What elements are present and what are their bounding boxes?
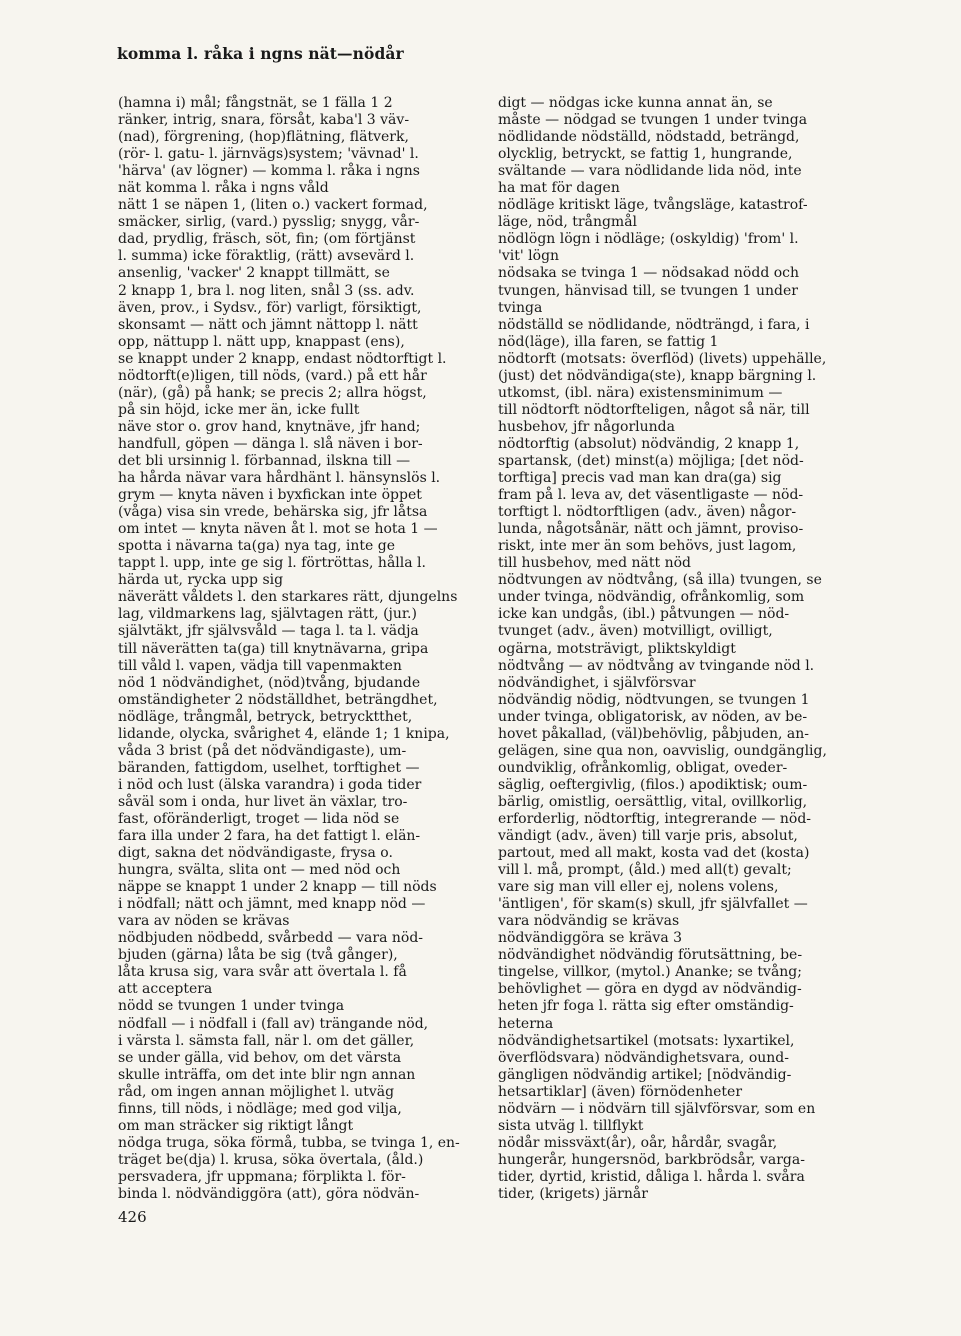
dictionary-line: nödfall — i nödfall i (fall av) trängande nöd, [118, 1015, 429, 1032]
dictionary-line: vare sig man vill eller ej, nolens volens, [498, 879, 779, 896]
left-column [118, 95, 466, 1203]
dictionary-line: läge, nöd, trångmål [498, 214, 638, 231]
dictionary-line: om man sträcker sig riktigt långt [118, 1117, 354, 1134]
dictionary-line: näve stor o. grov hand, knytnäve, jfr hand; [118, 418, 421, 435]
dictionary-line: nödvändighet, i självförsvar [498, 674, 696, 691]
right-column [498, 95, 854, 1203]
dictionary-line: i nöd och lust (älska varandra) i goda tider [118, 776, 422, 793]
dictionary-line: 'vit' lögn [498, 248, 560, 265]
dictionary-line: härda ut, rycka upp sig [118, 572, 284, 589]
dictionary-line: råd, om ingen annan möjlighet l. utväg [118, 1083, 395, 1100]
dictionary-line: måste — nödgad se tvungen 1 under tvinga [498, 112, 808, 129]
dictionary-line: i nödfall; nätt och jämnt, med knapp nöd — [118, 896, 426, 913]
dictionary-line: torftigt l. nödtorftligen (adv., även) någor- [498, 504, 797, 521]
dictionary-line: ansenlig, 'vacker' 2 knappt tillmätt, se [118, 265, 390, 282]
dictionary-line: (våga) visa sin vrede, behärska sig, jfr låtsa [118, 504, 428, 521]
dictionary-line: nöd(läge), illa faren, se fattig 1 [498, 333, 719, 350]
dictionary-line: nödbjuden nödbedd, svårbedd — vara nöd- [118, 930, 424, 947]
dictionary-line: opp, nättupp l. nätt upp, knappast (ens), [118, 333, 405, 350]
dictionary-line: (hamna i) mål; fångstnät, se 1 fälla 1 2 [118, 95, 393, 111]
dictionary-line: (när), (gå) på hank; se precis 2; allra högst, [118, 384, 427, 401]
dictionary-line: nät komma l. råka i ngns våld [118, 180, 329, 197]
dictionary-line: 'härva' (av lögner) — komma l. råka i ngns [118, 163, 420, 180]
dictionary-line: (rör- l. gatu- l. järnvägs)system; 'vävnad' l. [118, 146, 419, 163]
dictionary-line: erforderlig, nödtorftig, integrerande — nöd- [498, 810, 812, 827]
dictionary-line: nödvändighet nödvändig förutsättning, be- [498, 947, 803, 964]
dictionary-line: (nad), förgrening, (hop)flätning, flätverk, [118, 129, 409, 146]
dictionary-line: hungra, svälta, slita ont — med nöd och [118, 862, 401, 879]
dictionary-line: tingelse, villkor, (mytol.) Ananke; se tvång; [498, 964, 802, 981]
page-number: 426 [118, 1208, 147, 1226]
dictionary-line: heten jfr foga l. rätta sig efter omständig- [498, 998, 794, 1015]
dictionary-line: självtäkt, jfr självsvåld — taga l. ta l. vädja [118, 623, 419, 640]
dictionary-line: se under gälla, vid behov, om det värsta [118, 1049, 402, 1066]
dictionary-line: skonsamt — nätt och jämnt nättopp l. nätt [118, 316, 418, 333]
dictionary-line: handfull, göpen — dänga l. slå näven i bor- [118, 435, 423, 452]
dictionary-line: (just) det nödvändiga(ste), knapp bärgning l. [498, 367, 817, 384]
dictionary-line: smäcker, sirlig, (vard.) pysslig; snygg, vår- [118, 214, 420, 231]
dictionary-line: 2 knapp 1, bra l. nog liten, snål 3 (ss. adv. [118, 282, 415, 299]
dictionary-line: näverätt våldets l. den starkares rätt, djungelns [118, 589, 458, 606]
dictionary-line: nödvändig nödig, nödtvungen, se tvungen 1 [498, 691, 810, 708]
dictionary-line: låta krusa sig, vara svår att övertala l. få [118, 964, 407, 981]
dictionary-line: digt, sakna det nödvändigaste, frysa o. [118, 845, 393, 862]
dictionary-line: vara nödvändig se krävas [498, 913, 680, 930]
dictionary-line: hungerår, hungersnöd, barkbrödsår, varga- [498, 1151, 805, 1168]
dictionary-line: nödsaka se tvinga 1 — nödsakad nödd och [498, 265, 800, 282]
dictionary-line: tvunget (adv., även) motvilligt, ovilligt, [498, 623, 773, 640]
dictionary-line: i värsta l. sämsta fall, när l. om det gäller, [118, 1032, 415, 1049]
dictionary-line: lidande, olycka, svårighet 4, elände 1; 1 knipa, [118, 725, 450, 742]
dictionary-line: finns, till nöds, i nödläge; med god vilja, [118, 1100, 402, 1117]
dictionary-line: nödlidande nödställd, nödstadd, beträngd, [498, 129, 800, 146]
dictionary-line: ha hårda nävar vara hårdhänt l. hänsynslös l. [118, 470, 441, 487]
dictionary-line: hetsartiklar] (även) förnödenheter [498, 1083, 743, 1100]
dictionary-line: nödläge, trångmål, betryck, betrycktthet, [118, 708, 413, 725]
dictionary-line: till husbehov, med nätt nöd [498, 555, 692, 572]
dictionary-line: nödvärn — i nödvärn till självförsvar, som en [498, 1100, 816, 1117]
dictionary-line: träget be(dja) l. krusa, söka övertala, (åld.) [118, 1151, 424, 1168]
dictionary-line: lag, vildmarkens lag, självtagen rätt, (jur.) [118, 606, 417, 623]
dictionary-line: under tvinga, nödvändig, ofrånkomlig, som [498, 589, 805, 606]
dictionary-line: om intet — knyta näven åt l. mot se hota 1 — [118, 521, 438, 538]
dictionary-line: ogärna, motsträvigt, pliktskyldigt [498, 640, 736, 657]
dictionary-line: bärlig, omistlig, oersättlig, vital, ovillkorlig, [498, 793, 808, 810]
dictionary-line: tvinga [498, 299, 543, 316]
dictionary-line: våda 3 brist (på det nödvändigaste), um- [118, 742, 407, 759]
dictionary-line: ränker, intrig, snara, försåt, kaba'l 3 väv- [118, 112, 410, 129]
dictionary-line: under tvinga, obligatorisk, av nöden, av be- [498, 708, 808, 725]
dictionary-line: nödtorft(e)ligen, till nöds, (vard.) på ett hår [118, 367, 427, 384]
dictionary-line: gelägen, sine qua non, oavvislig, oundgänglig, [498, 742, 827, 759]
dictionary-line: nödd se tvungen 1 under tvinga [118, 998, 345, 1015]
dictionary-line: nöd 1 nödvändighet, (nöd)tvång, bjudande [118, 674, 421, 691]
dictionary-line: spotta i nävarna ta(ga) nya tag, inte ge [118, 538, 395, 555]
dictionary-line: sista utväg l. tillflykt [498, 1117, 644, 1134]
dictionary-line: vill l. må, prompt, (åld.) med all(t) gevalt; [498, 862, 792, 879]
dictionary-line: nödtorftig (absolut) nödvändig, 2 knapp 1, [498, 435, 800, 452]
dictionary-line: omständigheter 2 nödställdhet, beträngdhet, [118, 691, 438, 708]
dictionary-line: riskt, inte mer än som behövs, just lagom, [498, 538, 797, 555]
dictionary-line: 'äntligen', för skam(s) skull, jfr självfallet — [498, 896, 808, 913]
dictionary-line: utkomst, (ibl. nära) existensminimum — [498, 384, 783, 401]
dictionary-line: svältande — vara nödlidande lida nöd, inte [498, 163, 802, 180]
dictionary-line: näppe se knappt 1 under 2 knapp — till nöds [118, 879, 437, 896]
dictionary-line: tvungen, hänvisad till, se tvungen 1 under [498, 282, 798, 299]
dictionary-line: fast, oföränderligt, troget — lida nöd se [118, 810, 400, 827]
dictionary-line: hovet påkallad, (väl)behövlig, påbjuden, an- [498, 725, 809, 742]
dictionary-line: spartansk, (det) minst(a) möjliga; [det nöd- [498, 452, 804, 469]
dictionary-line: dad, prydlig, fräsch, söt, fin; (om förtjänst [118, 231, 416, 248]
dictionary-line: säglig, oeftergivlig, (filos.) apodiktisk; oum- [498, 776, 808, 793]
dictionary-line: nödställd se nödlidande, nödträngd, i fara, i [498, 316, 810, 333]
dictionary-line: l. summa) icke föraktlig, (rätt) avsevärd l. [118, 248, 415, 265]
dictionary-line: persvadera, jfr uppmana; förplikta l. för- [118, 1168, 406, 1185]
dictionary-line: nödlögn lögn i nödläge; (oskyldig) 'from' l. [498, 231, 799, 248]
dictionary-line: husbehov, jfr någorlunda [498, 418, 675, 435]
dictionary-line: heterna [498, 1015, 554, 1032]
dictionary-line: lunda, någotsånär, nätt och jämnt, proviso- [498, 521, 804, 538]
dictionary-line: nödtvång — av nödtvång av tvingande nöd l. [498, 657, 815, 674]
dictionary-line: nödtorft (motsats: överflöd) (livets) uppehälle, [498, 350, 827, 367]
dictionary-line: tappt l. upp, inte ge sig l. förtröttas, hålla l. [118, 555, 426, 572]
dictionary-line: icke kan undgås, (ibl.) påtvungen — nöd- [498, 606, 790, 623]
dictionary-line: tider, dyrtid, kristid, dåliga l. hårda l. svåra [498, 1168, 805, 1185]
dictionary-line: nödläge kritiskt läge, tvångsläge, katastrof- [498, 197, 808, 214]
dictionary-line: behövlighet — göra en dygd av nödvändig- [498, 981, 802, 998]
dictionary-line: torftiga] precis vad man kan dra(ga) sig [498, 470, 782, 487]
dictionary-line: på sin höjd, icke mer än, icke fullt [118, 401, 360, 418]
dictionary-line: bäranden, fattigdom, uselhet, torftighet — [118, 759, 420, 776]
dictionary-line: till näverätten ta(ga) till knytnävarna, gripa [118, 640, 429, 657]
dictionary-line: att acceptera [118, 981, 213, 998]
dictionary-line: tider, (krigets) järnår [498, 1186, 648, 1202]
dictionary-line: gängligen nödvändig artikel; [nödvändig- [498, 1066, 792, 1083]
dictionary-line: binda l. nödvändiggöra (att), göra nödvän- [118, 1186, 420, 1202]
dictionary-line: överflödsvara) nödvändighetsvara, ound- [498, 1049, 789, 1066]
dictionary-line: vändigt (adv., även) till varje pris, absolut, [498, 828, 798, 845]
dictionary-line: det bli ursinnig l. förbannad, ilskna till — [118, 452, 411, 469]
dictionary-line: nätt 1 se näpen 1, (liten o.) vackert formad, [118, 197, 428, 214]
dictionary-line: oundviklig, ofrånkomlig, obligat, oveder- [498, 759, 788, 776]
dictionary-line: nödvändiggöra se kräva 3 [498, 930, 683, 947]
dictionary-line: digt — nödgas icke kunna annat än, se [498, 95, 773, 111]
dictionary-line: ha mat för dagen [498, 180, 620, 197]
dictionary-line: bjuden (gärna) låta be sig (två gånger), [118, 947, 398, 964]
dictionary-line: vara av nöden se krävas [118, 913, 290, 930]
dictionary-line: till nödtorft nödtorfteligen, något så när, till [498, 401, 810, 418]
dictionary-line: nödår missväxt(år), oår, hårdår, svagår, [498, 1134, 778, 1151]
dictionary-line: se knappt under 2 knapp, endast nödtorftigt l. [118, 350, 447, 367]
dictionary-line: olycklig, betryckt, se fattig 1, hungrande, [498, 146, 793, 163]
running-header: komma l. råka i ngns nät—nödår [117, 44, 404, 63]
dictionary-line: nödtvungen av nödtvång, (så illa) tvungen, se [498, 572, 822, 589]
dictionary-line: fram på l. leva av, det väsentligaste — nöd- [498, 487, 804, 504]
dictionary-line: nödvändighetsartikel (motsats: lyxartikel, [498, 1032, 795, 1049]
dictionary-line: grym — knyta näven i byxfickan inte öppet [118, 487, 422, 504]
dictionary-line: såväl som i onda, hur livet än växlar, tro- [118, 793, 408, 810]
dictionary-line: även, prov., i Sydsv., för) varligt, försiktigt, [118, 299, 422, 316]
dictionary-line: till våld l. vapen, vädja till vapenmakten [118, 657, 402, 674]
dictionary-line: nödga truga, söka förmå, tubba, se tvinga 1, en- [118, 1134, 460, 1151]
dictionary-line: fara illa under 2 fara, ha det fattigt l. elän- [118, 828, 421, 845]
dictionary-line: partout, med all makt, kosta vad det (kosta) [498, 845, 810, 862]
dictionary-line: skulle inträffa, om det inte blir ngn annan [118, 1066, 416, 1083]
